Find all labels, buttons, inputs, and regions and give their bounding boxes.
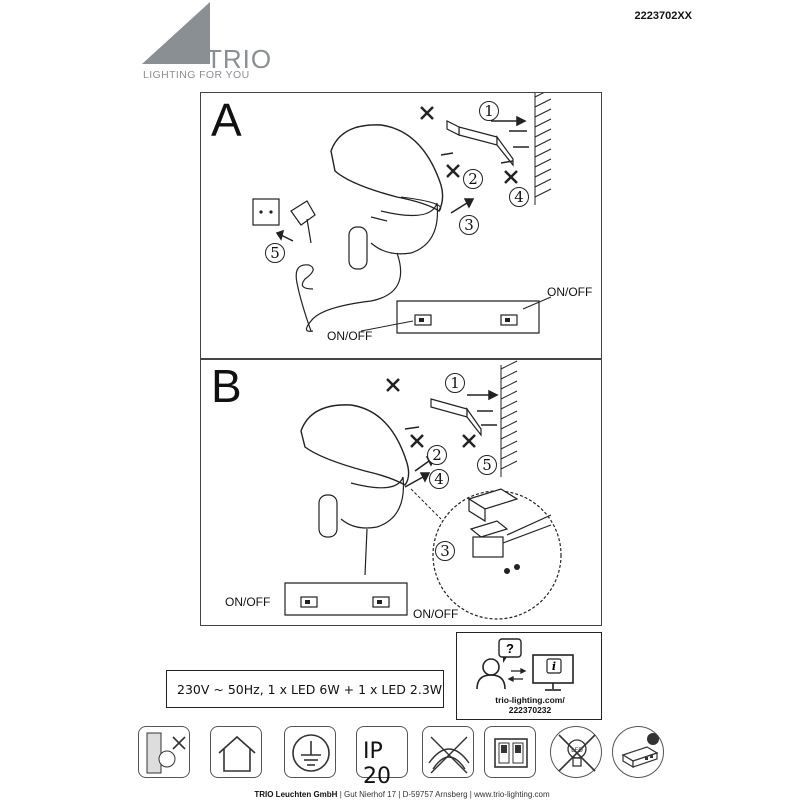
step-4: 4 [509,187,529,207]
panel-b [200,358,602,626]
article-number: 2223702XX [634,10,692,22]
ip-rating-icon [356,726,408,789]
footer: TRIO Leuchten GmbH | Gut Nierhof 17 | D-59757 Arnsberg | www.trio-lighting.com [254,790,550,799]
panel-b-letter: B [211,360,242,412]
panel-b-illustration [201,359,603,627]
panel-a-letter: A [211,94,242,146]
step-5: 5 [265,243,285,263]
brand-tagline: LIGHTING FOR YOU [143,69,250,81]
person-icon [477,659,505,689]
help-url-line1[interactable]: trio-lighting.com/ [495,695,565,705]
footer-company: TRIO Leuchten GmbH [254,790,338,799]
logo-triangle [140,2,212,66]
switch-label-right: ON/OFF [413,607,459,621]
footer-address2: D-59757 Arnsberg [402,790,468,799]
svg-text:LED: LED [571,747,583,754]
brand-name: TRIO [206,44,273,74]
electrical-specs-box [166,670,444,708]
step-2: 2 [463,169,483,189]
switch-label-right: ON/OFF [547,285,593,299]
step-1: 1 [445,373,465,393]
panel-a-illustration [201,93,603,361]
led-not-replaceable-icon [550,726,602,778]
monitor-info-icon [533,655,573,690]
step-3: 3 [435,541,455,561]
footer-address1: Gut Nierhof 17 [344,790,397,799]
switch-icon [484,726,536,778]
electrical-specs: 230V ~ 50Hz, 1 x LED 6W + 1 x LED 2.3W [177,682,443,697]
step-5: 5 [477,455,497,475]
step-2: 2 [427,445,447,465]
wall-mount-icon [138,726,190,778]
remote-control-icon [612,726,664,778]
protective-earth-icon [284,726,336,778]
help-url[interactable] [457,695,603,715]
exchange-arrows-icon [509,669,525,681]
question-bubble-icon [499,639,521,663]
ip-rating: IP 20 [363,739,391,789]
svg-text:?: ? [506,641,514,656]
step-4: 4 [429,469,449,489]
help-url-line2[interactable]: 222370232 [508,705,552,715]
switch-label-left: ON/OFF [225,595,271,609]
indoor-use-icon [210,726,262,778]
step-1: 1 [479,101,499,121]
svg-text:i: i [551,660,557,673]
beam-angle-icon [422,726,474,778]
online-help-box [456,632,602,720]
panel-a [200,92,602,360]
step-3: 3 [459,215,479,235]
footer-website[interactable]: www.trio-lighting.com [474,790,550,799]
switch-label-left: ON/OFF [327,329,373,343]
